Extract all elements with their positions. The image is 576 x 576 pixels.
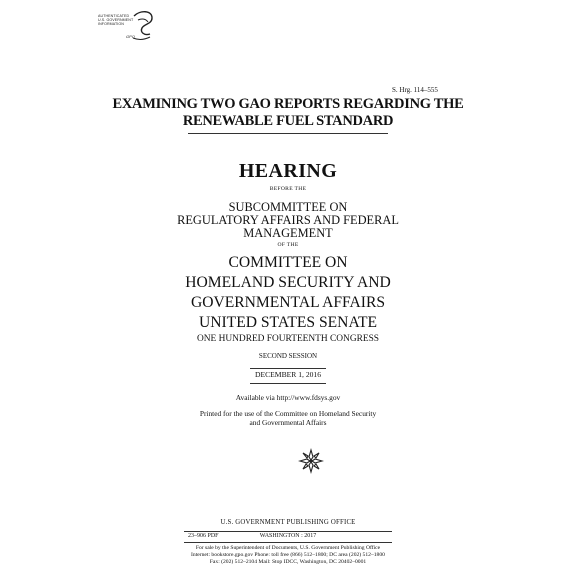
subcommittee-line: SUBCOMMITTEE ON [228, 200, 348, 214]
session: SECOND SESSION [258, 352, 318, 360]
before-the: BEFORE THE [269, 186, 307, 192]
logo-gpo: GPO [126, 34, 135, 39]
logo-text [98, 14, 133, 27]
title-line-2: RENEWABLE FUEL STANDARD [182, 113, 394, 129]
footer-rule-top [184, 531, 392, 532]
logo-line: U.S. GOVERNMENT [98, 18, 134, 23]
logo-line: AUTHENTICATED [98, 14, 130, 18]
congress: ONE HUNDRED FOURTEENTH CONGRESS [197, 334, 379, 344]
committee-line: GOVERNMENTAL AFFAIRS [190, 294, 386, 311]
footer-rule-bottom [184, 542, 392, 543]
subcommittee-line: MANAGEMENT [243, 226, 333, 240]
availability: Available via http://www.fdsys.gov [235, 393, 341, 402]
pdf-number: 23–906 PDF [188, 533, 219, 539]
printed-for-line: and Governmental Affairs [249, 418, 327, 427]
hearing-label: HEARING [238, 160, 338, 182]
title-line-1: EXAMINING TWO GAO REPORTS REGARDING THE [112, 96, 464, 112]
sale-line: For sale by the Superintendent of Documents, U.S. Government Publishing Office [195, 545, 381, 551]
committee-line: HOMELAND SECURITY AND [185, 274, 391, 291]
title-rule [188, 133, 388, 134]
publishing-office: U.S. GOVERNMENT PUBLISHING OFFICE [220, 519, 356, 526]
hearing-date: DECEMBER 1, 2016 [254, 370, 322, 379]
gpo-authenticated-logo [98, 10, 158, 44]
place-year: WASHINGTON : 2017 [259, 533, 317, 539]
committee-line: COMMITTEE ON [228, 254, 348, 271]
logo-line: INFORMATION [98, 22, 124, 27]
of-the: OF THE [277, 242, 299, 248]
sale-line: Fax: (202) 512–2104 Mail: Stop IDCC, Washington, DC 20402–0001 [209, 559, 367, 565]
subcommittee-line: REGULATORY AFFAIRS AND FEDERAL [177, 213, 399, 227]
committee-line: UNITED STATES SENATE [198, 314, 378, 331]
printed-for-line: Printed for the use of the Committee on Homeland Security [199, 409, 377, 418]
ornament-icon [298, 448, 324, 474]
sale-line: Internet: bookstore.gpo.gov Phone: toll free (866) 512–1800; DC area (202) 512–1800 [191, 552, 385, 558]
hearing-number: S. Hrg. 114–555 [392, 86, 438, 94]
